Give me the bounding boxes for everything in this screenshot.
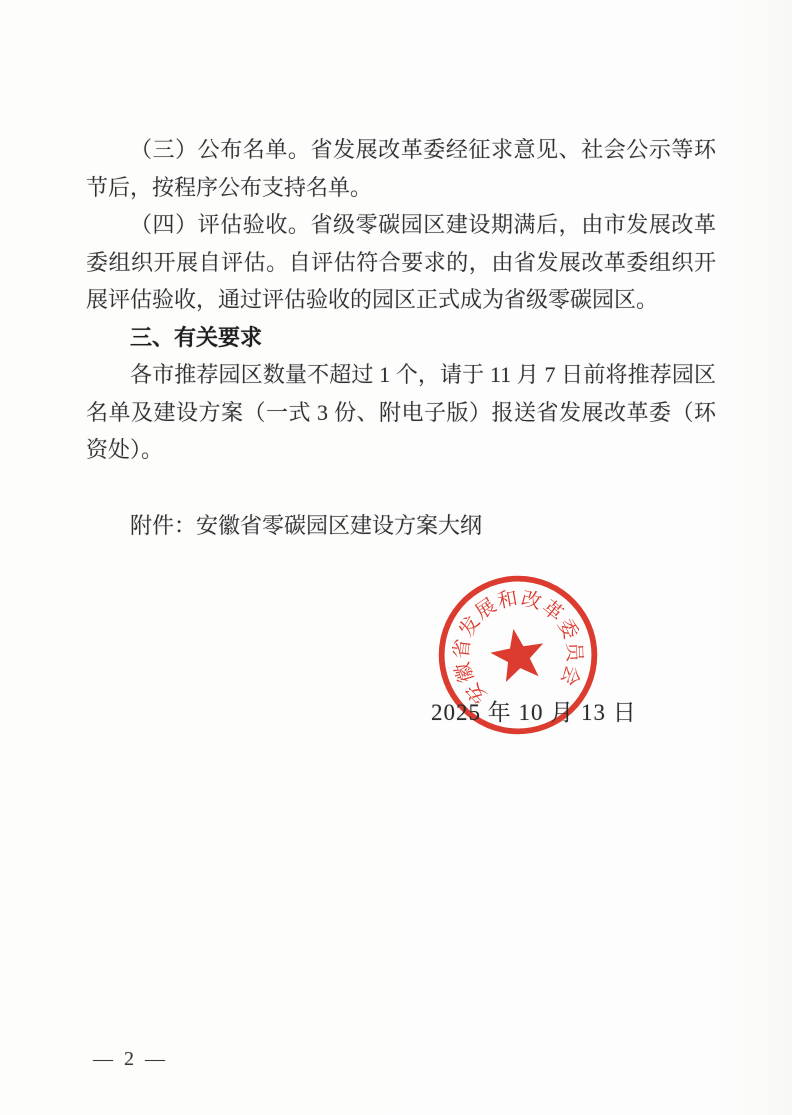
star-icon bbox=[487, 624, 549, 684]
paragraph-publish-list: （三）公布名单。省发展改革委经征求意见、社会公示等环节后，按程序公布支持名单。 bbox=[86, 137, 716, 200]
document-body bbox=[86, 131, 716, 544]
page-number: — 2 — bbox=[93, 1048, 168, 1070]
section-heading: 三、有关要求 bbox=[130, 324, 263, 350]
attachment-line: 附件：安徽省零碳园区建设方案大纲 bbox=[130, 512, 483, 538]
seal-text: 安徽省发展和改革委员会 bbox=[450, 587, 586, 708]
paragraph-evaluation: （四）评估验收。省级零碳园区建设期满后，由市发展改革委组织开展自评估。自评估符合要求的，由省发展改革委组织开展评估验收，通过评估验收的园区正式成为省级零碳园区。 bbox=[86, 212, 716, 312]
issue-date: 2025 年 10 月 13 日 bbox=[431, 700, 637, 725]
paragraph-requirements: 各市推荐园区数量不超过 1 个，请于 11 月 7 日前将推荐园区名单及建设方案（一式 3 份、附电子版）报送省发展改革委（环资处）。 bbox=[86, 362, 716, 462]
